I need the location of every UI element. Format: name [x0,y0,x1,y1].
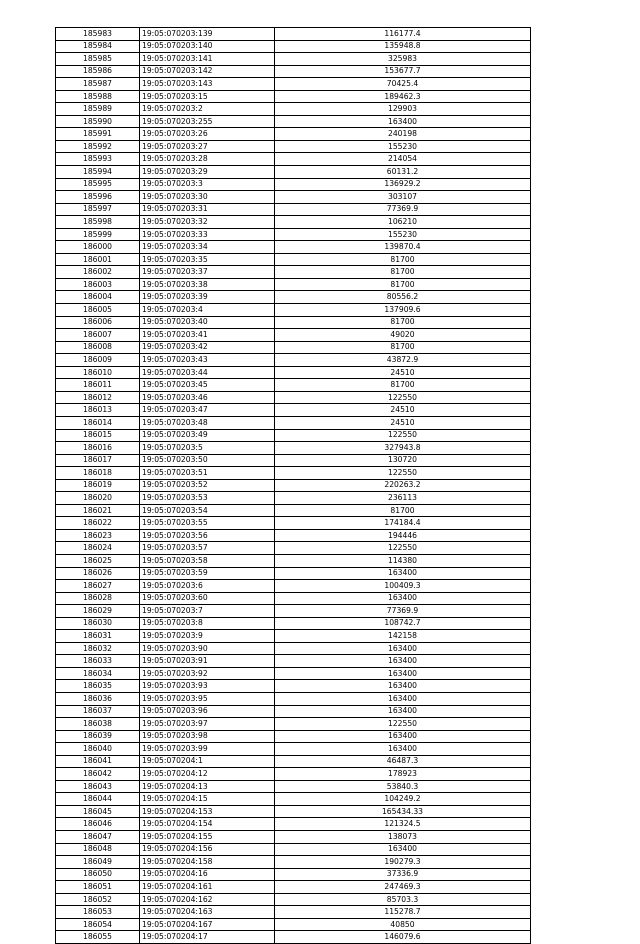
value-cell: 46487.3 [275,755,531,768]
data-table [55,27,531,944]
cadastral-number-cell: 19:05:070203:29 [140,166,275,179]
value-cell: 85703.3 [275,893,531,906]
table-row [56,40,531,53]
table-row [56,65,531,78]
cadastral-number-cell: 19:05:070203:5 [140,442,275,455]
value-cell: 122550 [275,718,531,731]
table-row [56,216,531,229]
value-cell: 53840.3 [275,780,531,793]
record-id-cell: 186025 [56,554,140,567]
record-id-cell: 186024 [56,542,140,555]
table-row [56,805,531,818]
value-cell: 163400 [275,567,531,580]
record-id-cell: 185990 [56,115,140,128]
value-cell: 325983 [275,53,531,66]
cadastral-number-cell: 19:05:070203:95 [140,692,275,705]
value-cell: 136929.2 [275,178,531,191]
value-cell: 49020 [275,329,531,342]
record-id-cell: 186015 [56,429,140,442]
table-row [56,580,531,593]
table-body [56,28,531,944]
record-id-cell: 186026 [56,567,140,580]
table-row [56,354,531,367]
record-id-cell: 186028 [56,592,140,605]
record-id-cell: 185987 [56,78,140,91]
record-id-cell: 186008 [56,341,140,354]
value-cell: 24510 [275,404,531,417]
record-id-cell: 186009 [56,354,140,367]
value-cell: 163400 [275,115,531,128]
table-row [56,454,531,467]
table-row [56,567,531,580]
value-cell: 163400 [275,667,531,680]
record-id-cell: 186018 [56,467,140,480]
record-id-cell: 185993 [56,153,140,166]
cadastral-number-cell: 19:05:070203:27 [140,140,275,153]
value-cell: 194446 [275,529,531,542]
value-cell: 146079.6 [275,931,531,944]
cadastral-number-cell: 19:05:070203:41 [140,329,275,342]
table-row [56,140,531,153]
table-row [56,203,531,216]
table-row [56,680,531,693]
record-id-cell: 185986 [56,65,140,78]
value-cell: 247469.3 [275,881,531,894]
value-cell: 115278.7 [275,906,531,919]
record-id-cell: 186022 [56,517,140,530]
cadastral-number-cell: 19:05:070203:142 [140,65,275,78]
value-cell: 24510 [275,416,531,429]
record-id-cell: 186034 [56,667,140,680]
cadastral-number-cell: 19:05:070203:9 [140,630,275,643]
table-row [56,868,531,881]
record-id-cell: 186002 [56,266,140,279]
table-row [56,316,531,329]
table-row [56,655,531,668]
record-id-cell: 186019 [56,479,140,492]
table-row [56,856,531,869]
value-cell: 100409.3 [275,580,531,593]
value-cell: 163400 [275,655,531,668]
table-row [56,228,531,241]
table-row [56,90,531,103]
record-id-cell: 186039 [56,730,140,743]
value-cell: 165434.33 [275,805,531,818]
table-row [56,592,531,605]
value-cell: 24510 [275,366,531,379]
table-row [56,743,531,756]
cadastral-number-cell: 19:05:070203:44 [140,366,275,379]
cadastral-number-cell: 19:05:070203:139 [140,28,275,41]
value-cell: 122550 [275,467,531,480]
table-row [56,780,531,793]
record-id-cell: 186035 [56,680,140,693]
value-cell: 303107 [275,191,531,204]
value-cell: 163400 [275,743,531,756]
value-cell: 155230 [275,228,531,241]
value-cell: 236113 [275,492,531,505]
record-id-cell: 186030 [56,617,140,630]
table-row [56,191,531,204]
value-cell: 43872.9 [275,354,531,367]
record-id-cell: 186021 [56,504,140,517]
record-id-cell: 186031 [56,630,140,643]
value-cell: 37336.9 [275,868,531,881]
cadastral-number-cell: 19:05:070203:141 [140,53,275,66]
cadastral-number-cell: 19:05:070203:91 [140,655,275,668]
value-cell: 153677.7 [275,65,531,78]
table-row [56,667,531,680]
table-row [56,253,531,266]
cadastral-number-cell: 19:05:070204:158 [140,856,275,869]
record-id-cell: 186041 [56,755,140,768]
table-row [56,391,531,404]
table-row [56,28,531,41]
table-row [56,379,531,392]
record-id-cell: 186037 [56,705,140,718]
cadastral-number-cell: 19:05:070203:53 [140,492,275,505]
cadastral-number-cell: 19:05:070203:93 [140,680,275,693]
table-row [56,492,531,505]
cadastral-number-cell: 19:05:070203:31 [140,203,275,216]
record-id-cell: 186038 [56,718,140,731]
cadastral-number-cell: 19:05:070203:37 [140,266,275,279]
cadastral-number-cell: 19:05:070203:98 [140,730,275,743]
record-id-cell: 185999 [56,228,140,241]
record-id-cell: 186020 [56,492,140,505]
record-id-cell: 186000 [56,241,140,254]
record-id-cell: 185983 [56,28,140,41]
table-row [56,630,531,643]
value-cell: 139870.4 [275,241,531,254]
table-row [56,718,531,731]
cadastral-number-cell: 19:05:070203:50 [140,454,275,467]
table-row [56,467,531,480]
record-id-cell: 186051 [56,881,140,894]
table-row [56,178,531,191]
cadastral-number-cell: 19:05:070204:154 [140,818,275,831]
cadastral-number-cell: 19:05:070203:46 [140,391,275,404]
table-row [56,906,531,919]
cadastral-number-cell: 19:05:070203:99 [140,743,275,756]
table-row [56,705,531,718]
record-id-cell: 186017 [56,454,140,467]
value-cell: 114380 [275,554,531,567]
cadastral-number-cell: 19:05:070203:32 [140,216,275,229]
cadastral-number-cell: 19:05:070204:156 [140,843,275,856]
cadastral-number-cell: 19:05:070203:15 [140,90,275,103]
value-cell: 104249.2 [275,793,531,806]
table-row [56,429,531,442]
table-row [56,617,531,630]
table-row [56,542,531,555]
cadastral-number-cell: 19:05:070203:2 [140,103,275,116]
value-cell: 60131.2 [275,166,531,179]
cadastral-number-cell: 19:05:070203:38 [140,278,275,291]
value-cell: 81700 [275,266,531,279]
cadastral-number-cell: 19:05:070204:17 [140,931,275,944]
record-id-cell: 186044 [56,793,140,806]
cadastral-number-cell: 19:05:070203:30 [140,191,275,204]
cadastral-number-cell: 19:05:070203:7 [140,605,275,618]
value-cell: 116177.4 [275,28,531,41]
cadastral-number-cell: 19:05:070203:35 [140,253,275,266]
record-id-cell: 186036 [56,692,140,705]
table-row [56,304,531,317]
value-cell: 81700 [275,504,531,517]
table-row [56,605,531,618]
table-row [56,404,531,417]
cadastral-number-cell: 19:05:070203:54 [140,504,275,517]
record-id-cell: 186053 [56,906,140,919]
table-row [56,843,531,856]
cadastral-number-cell: 19:05:070203:143 [140,78,275,91]
cadastral-number-cell: 19:05:070204:155 [140,831,275,844]
table-row [56,818,531,831]
cadastral-number-cell: 19:05:070203:58 [140,554,275,567]
value-cell: 40850 [275,918,531,931]
cadastral-number-cell: 19:05:070203:6 [140,580,275,593]
cadastral-number-cell: 19:05:070203:96 [140,705,275,718]
cadastral-number-cell: 19:05:070203:140 [140,40,275,53]
value-cell: 240198 [275,128,531,141]
cadastral-number-cell: 19:05:070203:3 [140,178,275,191]
record-id-cell: 185996 [56,191,140,204]
value-cell: 137909.6 [275,304,531,317]
record-id-cell: 186016 [56,442,140,455]
cadastral-number-cell: 19:05:070203:40 [140,316,275,329]
value-cell: 121324.5 [275,818,531,831]
table-row [56,115,531,128]
value-cell: 81700 [275,278,531,291]
value-cell: 163400 [275,692,531,705]
table-row [56,554,531,567]
record-id-cell: 186042 [56,768,140,781]
cadastral-number-cell: 19:05:070203:97 [140,718,275,731]
cadastral-number-cell: 19:05:070204:163 [140,906,275,919]
record-id-cell: 185985 [56,53,140,66]
value-cell: 163400 [275,705,531,718]
cadastral-number-cell: 19:05:070204:13 [140,780,275,793]
record-id-cell: 185998 [56,216,140,229]
value-cell: 163400 [275,843,531,856]
value-cell: 122550 [275,391,531,404]
cadastral-number-cell: 19:05:070203:34 [140,241,275,254]
table-row [56,831,531,844]
table-row [56,793,531,806]
cadastral-number-cell: 19:05:070203:26 [140,128,275,141]
cadastral-number-cell: 19:05:070203:47 [140,404,275,417]
value-cell: 155230 [275,140,531,153]
value-cell: 178923 [275,768,531,781]
table-row [56,416,531,429]
cadastral-number-cell: 19:05:070203:255 [140,115,275,128]
table-row [56,329,531,342]
cadastral-number-cell: 19:05:070204:16 [140,868,275,881]
value-cell: 135948.8 [275,40,531,53]
cadastral-number-cell: 19:05:070203:57 [140,542,275,555]
table-row [56,153,531,166]
table-row [56,642,531,655]
record-id-cell: 186046 [56,818,140,831]
table-row [56,931,531,944]
record-id-cell: 185994 [56,166,140,179]
table-row [56,128,531,141]
record-id-cell: 186032 [56,642,140,655]
record-id-cell: 186052 [56,893,140,906]
value-cell: 163400 [275,680,531,693]
value-cell: 106210 [275,216,531,229]
cadastral-number-cell: 19:05:070203:51 [140,467,275,480]
table-row [56,78,531,91]
value-cell: 327943.8 [275,442,531,455]
record-id-cell: 186014 [56,416,140,429]
value-cell: 163400 [275,642,531,655]
table-row [56,529,531,542]
cadastral-number-cell: 19:05:070203:49 [140,429,275,442]
cadastral-number-cell: 19:05:070204:162 [140,893,275,906]
record-id-cell: 185991 [56,128,140,141]
record-id-cell: 186047 [56,831,140,844]
value-cell: 214054 [275,153,531,166]
value-cell: 81700 [275,253,531,266]
value-cell: 190279.3 [275,856,531,869]
record-id-cell: 186001 [56,253,140,266]
record-id-cell: 186027 [56,580,140,593]
table-row [56,103,531,116]
record-id-cell: 186004 [56,291,140,304]
record-id-cell: 186012 [56,391,140,404]
record-id-cell: 186005 [56,304,140,317]
cadastral-number-cell: 19:05:070203:55 [140,517,275,530]
value-cell: 189462.3 [275,90,531,103]
value-cell: 77369.9 [275,605,531,618]
value-cell: 174184.4 [275,517,531,530]
record-id-cell: 185984 [56,40,140,53]
value-cell: 77369.9 [275,203,531,216]
cadastral-number-cell: 19:05:070203:60 [140,592,275,605]
table-row [56,278,531,291]
record-id-cell: 185992 [56,140,140,153]
table-row [56,266,531,279]
value-cell: 130720 [275,454,531,467]
cadastral-number-cell: 19:05:070203:28 [140,153,275,166]
cadastral-number-cell: 19:05:070204:12 [140,768,275,781]
value-cell: 163400 [275,592,531,605]
table-row [56,893,531,906]
cadastral-number-cell: 19:05:070203:8 [140,617,275,630]
value-cell: 80556.2 [275,291,531,304]
cadastral-number-cell: 19:05:070203:33 [140,228,275,241]
value-cell: 108742.7 [275,617,531,630]
table-row [56,755,531,768]
table-row [56,442,531,455]
value-cell: 81700 [275,341,531,354]
cadastral-number-cell: 19:05:070203:45 [140,379,275,392]
cadastral-number-cell: 19:05:070203:48 [140,416,275,429]
cadastral-number-cell: 19:05:070203:42 [140,341,275,354]
record-id-cell: 186023 [56,529,140,542]
record-id-cell: 186010 [56,366,140,379]
value-cell: 129903 [275,103,531,116]
value-cell: 122550 [275,542,531,555]
value-cell: 81700 [275,379,531,392]
record-id-cell: 185988 [56,90,140,103]
record-id-cell: 186013 [56,404,140,417]
value-cell: 81700 [275,316,531,329]
table-row [56,768,531,781]
table-row [56,341,531,354]
record-id-cell: 186043 [56,780,140,793]
table-row [56,241,531,254]
record-id-cell: 186045 [56,805,140,818]
table-row [56,881,531,894]
table-row [56,730,531,743]
record-id-cell: 186048 [56,843,140,856]
table-row [56,918,531,931]
cadastral-number-cell: 19:05:070204:1 [140,755,275,768]
value-cell: 70425.4 [275,78,531,91]
cadastral-number-cell: 19:05:070203:56 [140,529,275,542]
record-id-cell: 185995 [56,178,140,191]
record-id-cell: 186006 [56,316,140,329]
record-id-cell: 186003 [56,278,140,291]
value-cell: 163400 [275,730,531,743]
table-row [56,479,531,492]
record-id-cell: 186049 [56,856,140,869]
table-row [56,504,531,517]
value-cell: 142158 [275,630,531,643]
cadastral-number-cell: 19:05:070203:4 [140,304,275,317]
cadastral-number-cell: 19:05:070204:153 [140,805,275,818]
record-id-cell: 186040 [56,743,140,756]
record-id-cell: 186007 [56,329,140,342]
value-cell: 138073 [275,831,531,844]
table-row [56,517,531,530]
table-row [56,692,531,705]
table-row [56,53,531,66]
cadastral-number-cell: 19:05:070203:59 [140,567,275,580]
cadastral-number-cell: 19:05:070204:161 [140,881,275,894]
record-id-cell: 185997 [56,203,140,216]
record-id-cell: 186011 [56,379,140,392]
record-id-cell: 186029 [56,605,140,618]
record-id-cell: 186055 [56,931,140,944]
table-row [56,291,531,304]
cadastral-number-cell: 19:05:070203:90 [140,642,275,655]
table-row [56,366,531,379]
cadastral-number-cell: 19:05:070204:15 [140,793,275,806]
cadastral-number-cell: 19:05:070203:43 [140,354,275,367]
cadastral-number-cell: 19:05:070203:52 [140,479,275,492]
table-row [56,166,531,179]
cadastral-number-cell: 19:05:070203:92 [140,667,275,680]
record-id-cell: 186033 [56,655,140,668]
record-id-cell: 186050 [56,868,140,881]
value-cell: 122550 [275,429,531,442]
value-cell: 220263.2 [275,479,531,492]
record-id-cell: 185989 [56,103,140,116]
record-id-cell: 186054 [56,918,140,931]
cadastral-number-cell: 19:05:070204:167 [140,918,275,931]
cadastral-number-cell: 19:05:070203:39 [140,291,275,304]
